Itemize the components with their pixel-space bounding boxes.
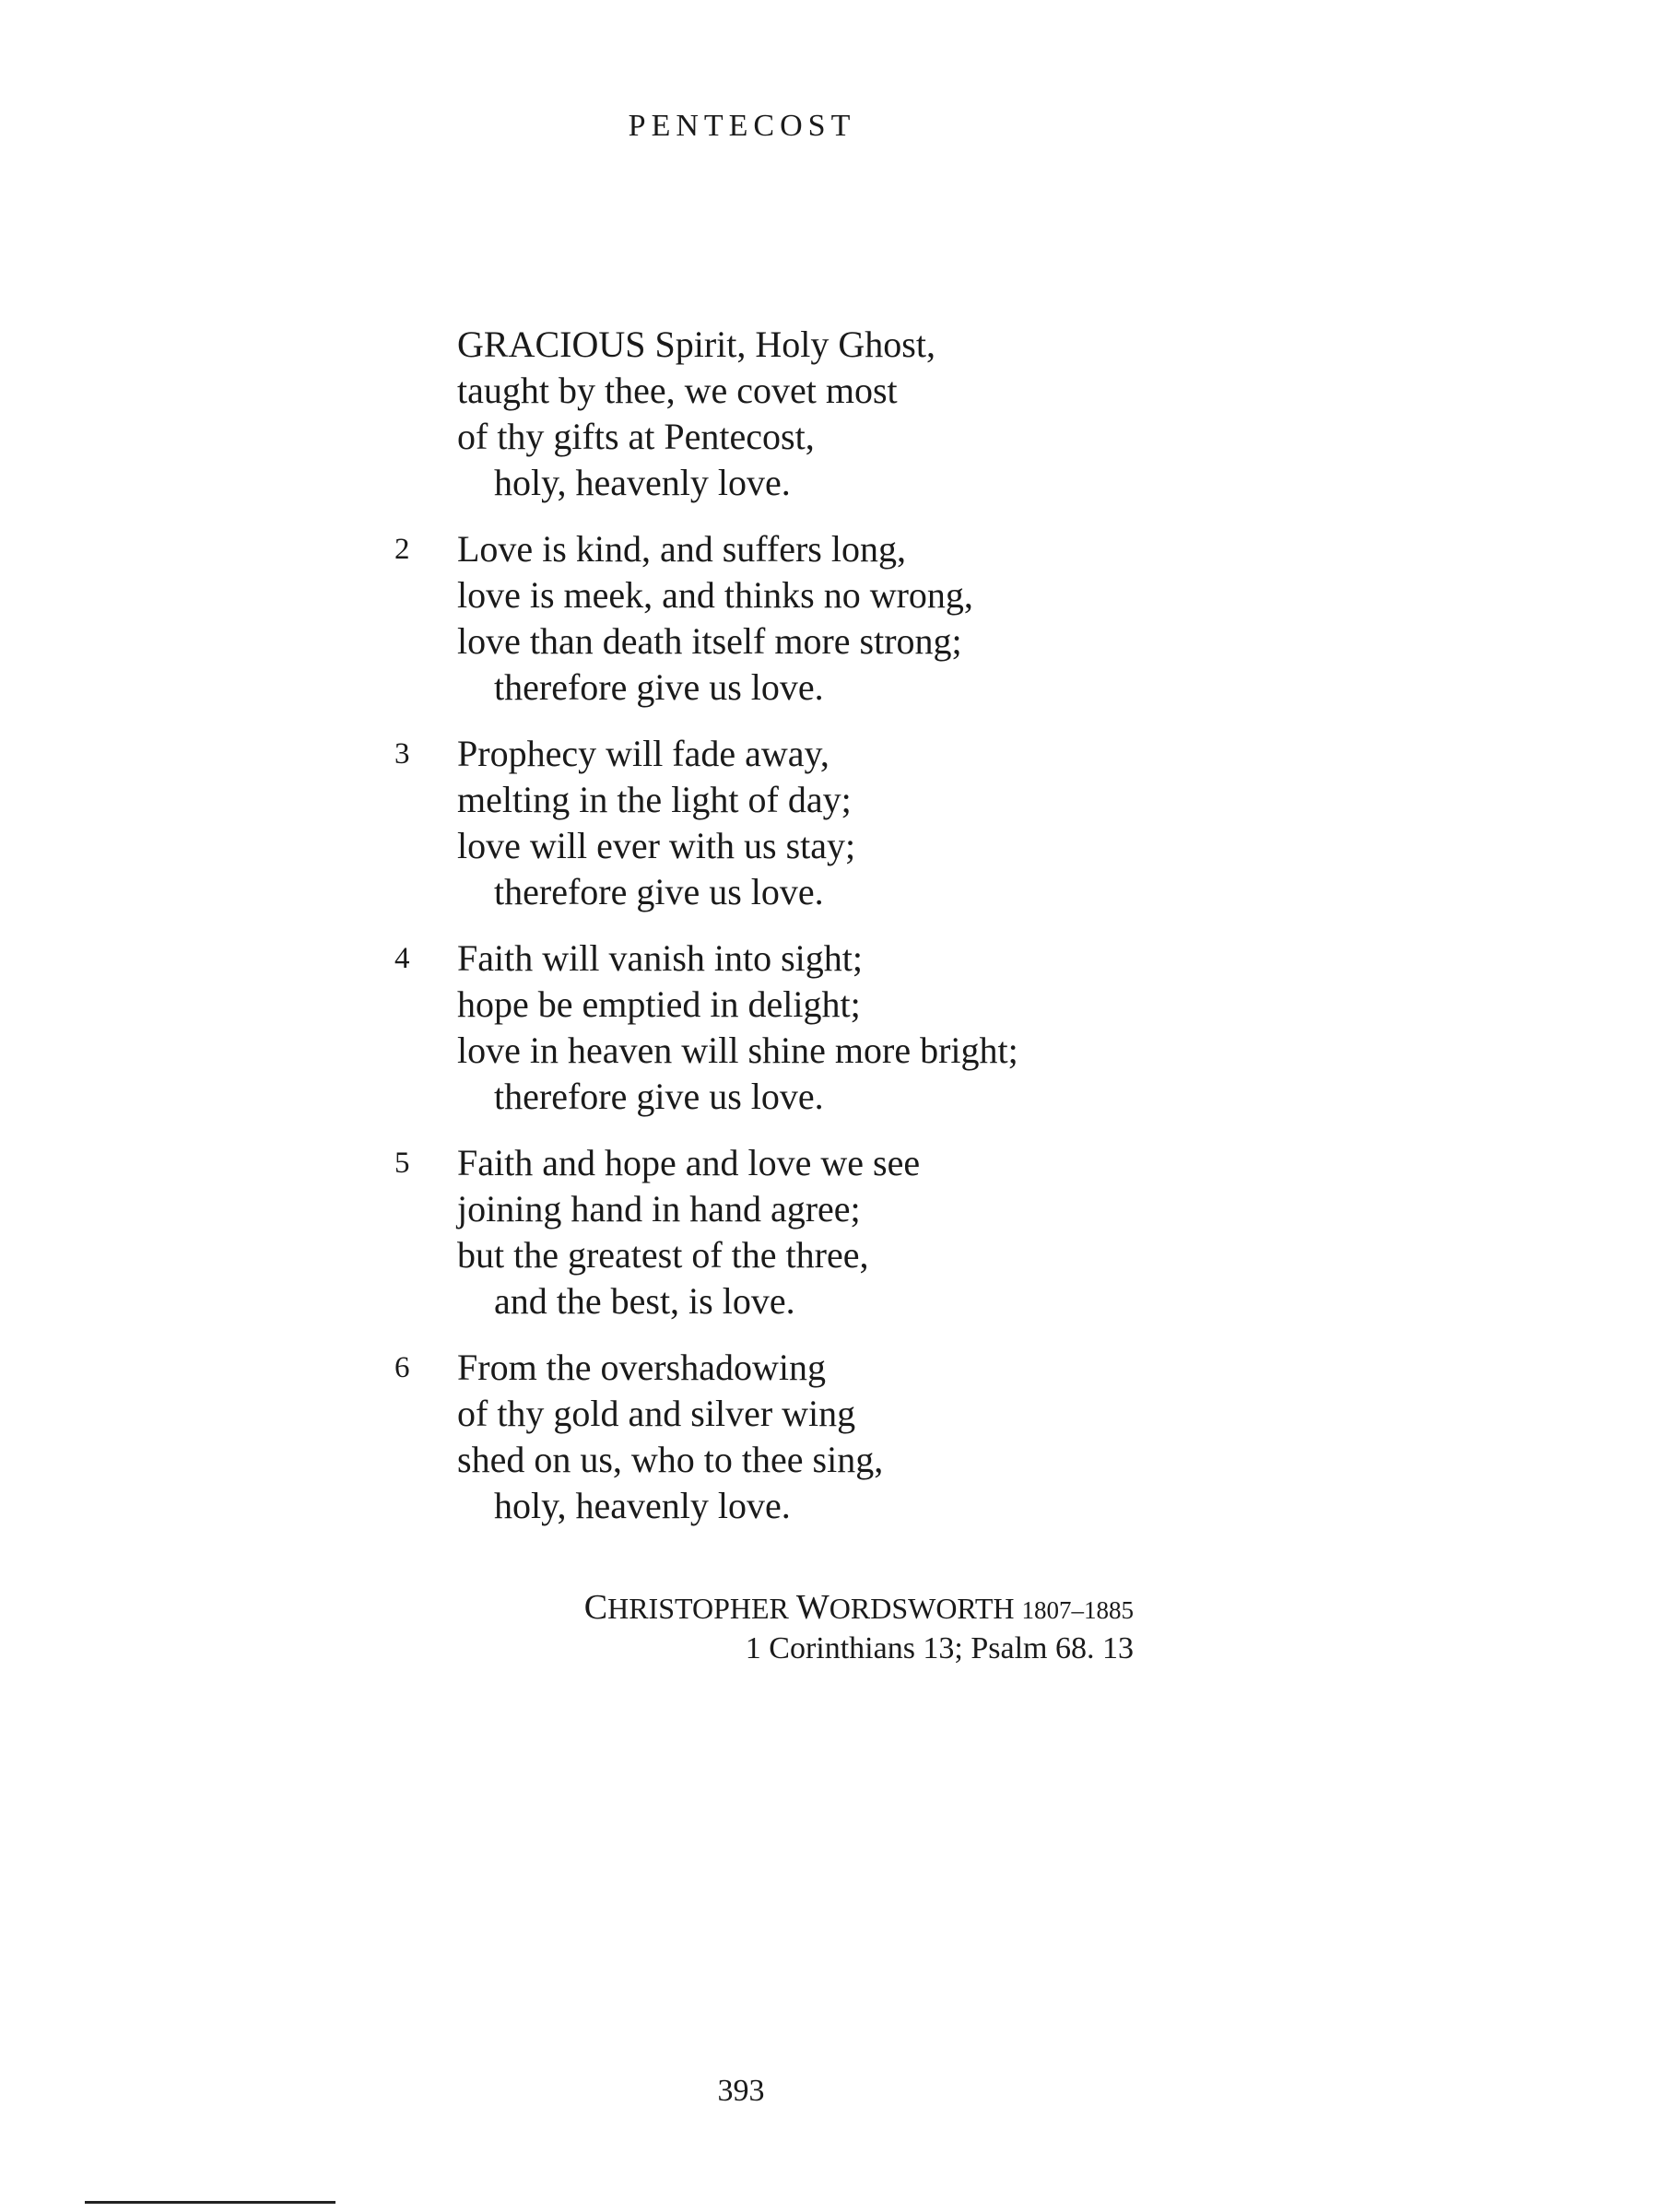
author-initial: W <box>795 1588 830 1627</box>
author-first-name: HRISTOPHER <box>607 1592 789 1625</box>
verse-number: 6 <box>394 1351 410 1384</box>
author-dates: 1807–1885 <box>1021 1596 1134 1624</box>
opening-word: GRACIOUS <box>457 324 646 365</box>
verse-line: Prophecy will fade away, <box>457 733 830 774</box>
verse-line: taught by thee, we covet most <box>457 370 898 411</box>
author-initial: C <box>583 1588 608 1627</box>
verse-line: therefore give us love. <box>494 1076 824 1117</box>
scripture-reference: 1 Corinthians 13; Psalm 68. 13 <box>745 1631 1134 1665</box>
verse-line: shed on us, who to thee sing, <box>457 1439 884 1480</box>
verse-line: holy, heavenly love. <box>494 1485 791 1526</box>
verse-line: of thy gold and silver wing <box>457 1393 856 1434</box>
verse-line: of thy gifts at Pentecost, <box>457 416 815 457</box>
author-attribution <box>584 1587 1134 1628</box>
verse-number: 3 <box>394 737 410 771</box>
page-number: 393 <box>717 2074 765 2108</box>
verse-line-rest: Spirit, Holy Ghost, <box>645 324 935 365</box>
verse-line: hope be emptied in delight; <box>457 983 861 1025</box>
verse-line: Love is kind, and suffers long, <box>457 528 906 570</box>
verse-line: Faith will vanish into sight; <box>457 937 864 979</box>
verse-line: love than death itself more strong; <box>457 620 962 662</box>
verse-number: 5 <box>394 1147 410 1180</box>
verse-line: From the overshadowing <box>457 1347 826 1388</box>
verse-line: but the greatest of the three, <box>457 1234 869 1276</box>
author-last-name: ORDSWORTH <box>829 1592 1015 1625</box>
verse-line: therefore give us love. <box>494 666 824 708</box>
verse-line: love will ever with us stay; <box>457 825 856 866</box>
verse-line: love in heaven will shine more bright; <box>457 1030 1018 1071</box>
verse-line: love is meek, and thinks no wrong, <box>457 574 973 616</box>
verse-line: joining hand in hand agree; <box>457 1188 861 1230</box>
verse-line: melting in the light of day; <box>457 779 852 820</box>
verse-line <box>457 323 935 367</box>
verse-line: therefore give us love. <box>494 871 824 912</box>
verse-line: and the best, is love. <box>494 1280 795 1322</box>
verse-number: 4 <box>394 942 410 975</box>
running-head: PENTECOST <box>628 109 856 143</box>
verse-line: holy, heavenly love. <box>494 462 791 503</box>
bottom-rule <box>85 2201 335 2204</box>
verse-number: 2 <box>394 533 410 566</box>
verse-line: Faith and hope and love we see <box>457 1142 921 1183</box>
